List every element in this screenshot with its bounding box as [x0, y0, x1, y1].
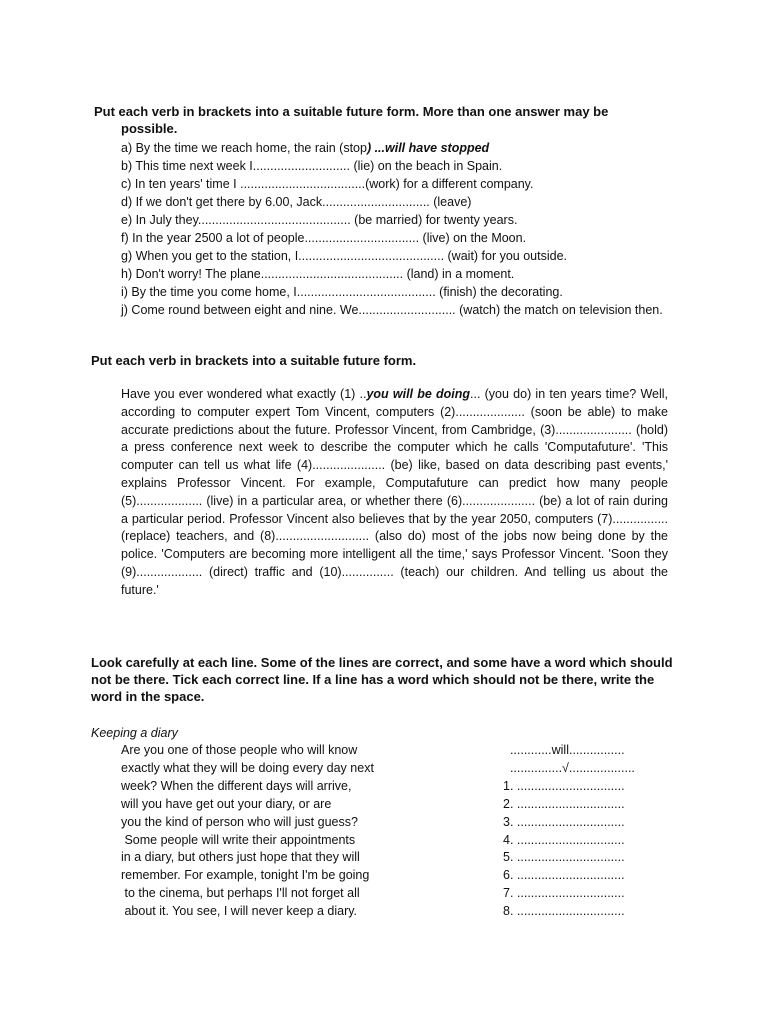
answer-example-1: ............will................ — [503, 743, 625, 757]
exercise-1-heading-line-1: Put each verb in brackets into a suitable future form. More than one answer may be — [94, 104, 609, 119]
passage-example-answer: you will be doing — [366, 387, 471, 401]
diary-line: remember. For example, tonight I'm be going — [121, 868, 370, 883]
answer-blank-3[interactable]: 3. ............................... — [503, 814, 625, 829]
exercise-1-item-e: e) In July they............................................ (be married) for twenty years. — [121, 213, 518, 227]
exercise-1-item-c: c) In ten years' time I ....................................(work) for a different company. — [121, 177, 534, 191]
exercise-1-item-g: g) When you get to the station, I.......................................... (wait) for you outside. — [121, 249, 568, 263]
diary-line: you the kind of person who will just guess? — [121, 814, 358, 829]
exercise-1-heading-line-2: possible. — [121, 121, 178, 136]
passage-start: Have you ever wondered what exactly (1) .. — [121, 387, 367, 401]
diary-line: Some people will write their appointments — [121, 832, 356, 847]
exercise-1-item-f: f) In the year 2500 a lot of people................................. (live) on the Moon. — [121, 231, 527, 245]
diary-title: Keeping a diary — [91, 726, 178, 740]
exercise-1-item-b: b) This time next week I............................ (lie) on the beach in Spain. — [121, 159, 503, 173]
diary-line: week? When the different days will arrive, — [121, 778, 352, 793]
diary-answer-column — [503, 742, 653, 921]
exercise-1-item-d: d) If we don't get there by 6.00, Jack............................... (leave) — [121, 195, 472, 209]
exercise-1-item-h: h) Don't worry! The plane......................................... (land) in a moment. — [121, 267, 515, 281]
answer-blank-4[interactable]: 4. ............................... — [503, 832, 625, 847]
item-text: a) By the time we reach home, the rain (stop — [121, 141, 367, 155]
exercise-1-item-a — [121, 139, 675, 157]
diary-line: Are you one of those people who will know — [121, 743, 358, 757]
diary-line: in a diary, but others just hope that they will — [121, 850, 360, 865]
answer-blank-2[interactable]: 2. ............................... — [503, 796, 625, 811]
answer-blank-8[interactable]: 8. ............................... — [503, 904, 625, 919]
diary-text-lines — [121, 742, 451, 921]
exercise-3-heading: Look carefully at each line. Some of the lines are correct, and some have a word which should not be there. Tick each correct line. If a line has a word which should not be there, write the word in the space. — [91, 655, 673, 704]
exercise-1-item-j: j) Come round between eight and nine. We............................ (watch) the match on television then. — [121, 303, 663, 317]
exercise-1-heading — [94, 103, 654, 137]
answer-blank-5[interactable]: 5. ............................... — [503, 850, 625, 865]
answer-blank-6[interactable]: 6. ............................... — [503, 868, 625, 883]
passage-rest: ... (you do) in ten years time? Well, according to computer expert Tom Vincent, computers (2).................... (soon be able) to make accurate predictions about the future. Professor Vincent, from Cambridge, (3)...................... (hold) a press conference next week to describe the computer which he calls 'Computafuture'. 'This computer can tell us what life (4)..................... (be) like, based on data describing past events,' explains Professor Vincent. For example, Computafuture can predict how many people (5)................... (live) in a particular area, or whether there (6)..................... (be) a lot of rain during a particular period. Professor Vincent also believes that by the year 2050, computers (7)................ (replace) teachers, and (8)........................... (also do) most of the jobs now being done by the police. 'Computers are becoming more intelligent all the time,' says Professor Vincent. 'Soon they (9)................... (direct) traffic and (10)............... (teach) our children. And telling us about the future.' — [121, 387, 668, 597]
answer-example-2: ...............√................... — [503, 760, 635, 775]
exercise-1-item-i: i) By the time you come home, I........................................ (finish) the decorating. — [121, 285, 563, 299]
exercise-2-heading: Put each verb in brackets into a suitable future form. — [91, 353, 417, 368]
diary-line: about it. You see, I will never keep a diary. — [121, 904, 358, 919]
diary-line: will you have get out your diary, or are — [121, 796, 332, 811]
diary-line: exactly what they will be doing every day next — [121, 760, 374, 775]
answer-blank-7[interactable]: 7. ............................... — [503, 886, 625, 901]
diary-line: to the cinema, but perhaps I'll not forget all — [121, 886, 360, 901]
exercise-2-passage — [121, 386, 668, 600]
answer-blank-1[interactable]: 1. ............................... — [503, 778, 625, 793]
item-answer: ) ...will have stopped — [366, 141, 490, 155]
exercise-1-items — [121, 139, 675, 319]
